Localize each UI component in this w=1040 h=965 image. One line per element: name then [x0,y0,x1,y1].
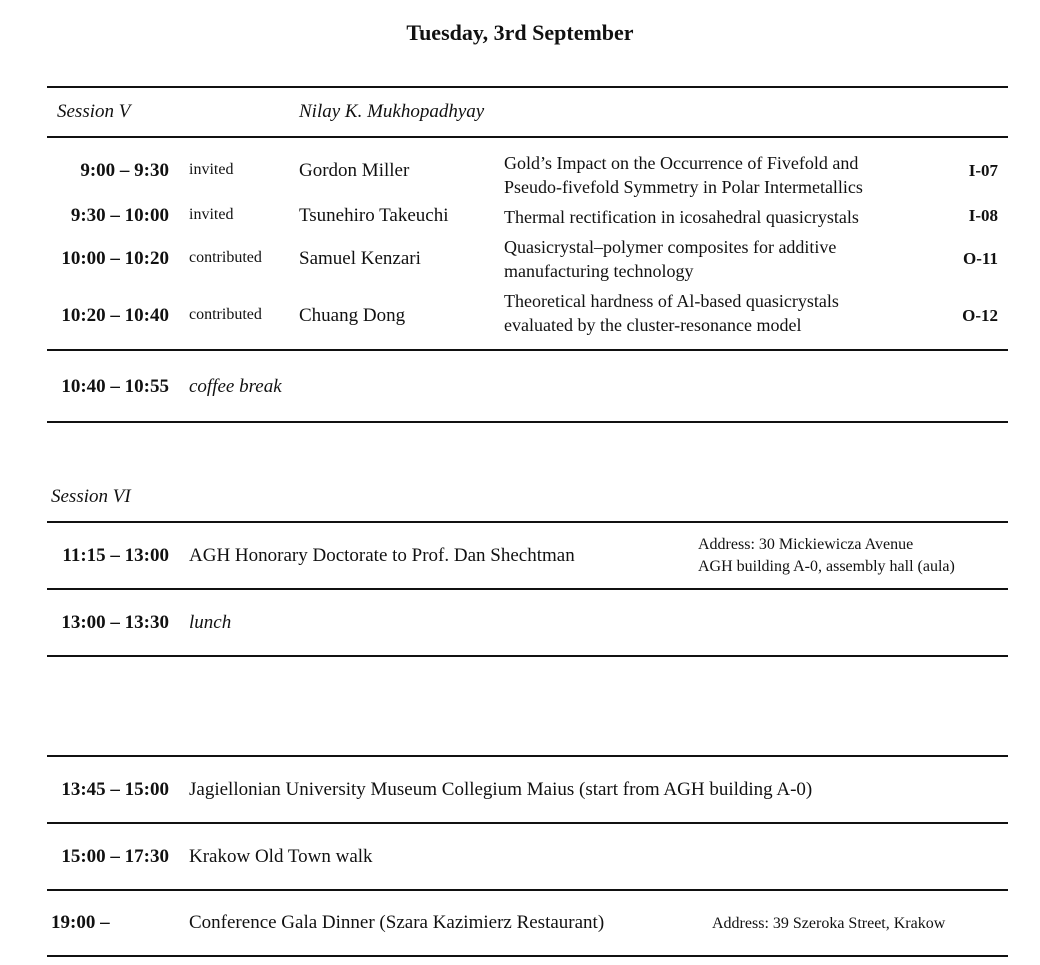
divider [47,655,1008,657]
divider [47,889,1008,891]
talk-kind: contributed [189,249,262,266]
talk-title-line2: manufacturing technology [504,261,694,281]
talk-code: O-12 [962,306,998,325]
session-v-chair: Nilay K. Mukhopadhyay [299,101,485,122]
talk-kind: invited [189,161,234,178]
divider [47,822,1008,824]
talk-code: I-07 [968,161,998,180]
walk-label: Krakow Old Town walk [189,846,373,867]
talk-kind: invited [189,206,234,223]
talk-speaker: Tsunehiro Takeuchi [299,205,449,226]
doctorate-address-line1: Address: 30 Mickiewicza Avenue [698,536,914,553]
lunch-time: 13:00 – 13:30 [61,612,169,633]
dinner-label: Conference Gala Dinner (Szara Kazimierz Restaurant) [189,912,605,933]
walk-time: 15:00 – 17:30 [61,846,169,867]
museum-label: Jagiellonian University Museum Collegium Maius (start from AGH building A-0) [189,779,813,800]
break-time: 10:40 – 10:55 [61,376,169,397]
talk-title-line2: evaluated by the cluster-resonance model [504,315,802,335]
talk-time: 9:00 – 9:30 [80,160,169,181]
talk-speaker: Chuang Dong [299,305,406,326]
talk-title-line1: Thermal rectification in icosahedral quasicrystals [504,207,859,227]
page-title: Tuesday, 3rd September [406,20,634,45]
talk-time: 9:30 – 10:00 [70,205,169,226]
talk-speaker: Samuel Kenzari [299,248,421,269]
talk-title-line1: Gold’s Impact on the Occurrence of Fivefold and [504,153,859,173]
divider [47,86,1008,88]
doctorate-address-line2: AGH building A-0, assembly hall (aula) [698,558,955,575]
divider [47,349,1008,351]
talk-title-line2: Pseudo-fivefold Symmetry in Polar Intermetallics [504,177,863,197]
divider [47,421,1008,423]
doctorate-label: AGH Honorary Doctorate to Prof. Dan Shechtman [189,545,575,566]
divider [47,136,1008,138]
session-vi-label: Session VI [51,486,131,507]
talk-code: I-08 [968,206,998,225]
museum-time: 13:45 – 15:00 [61,779,169,800]
divider [47,521,1008,523]
dinner-time: 19:00 – [51,912,110,933]
break-label: coffee break [189,376,282,397]
talk-title-line1: Quasicrystal–polymer composites for additive [504,237,837,257]
divider [47,955,1008,957]
doctorate-time: 11:15 – 13:00 [62,545,169,566]
divider [47,588,1008,590]
talk-speaker: Gordon Miller [299,160,410,181]
talk-time: 10:00 – 10:20 [61,248,169,269]
talk-kind: contributed [189,306,262,323]
talk-code: O-11 [963,249,998,268]
session-v-label: Session V [57,101,131,122]
talk-time: 10:20 – 10:40 [61,305,169,326]
divider [47,755,1008,757]
dinner-address: Address: 39 Szeroka Street, Krakow [712,915,946,932]
lunch-label: lunch [189,612,232,633]
talk-title-line1: Theoretical hardness of Al-based quasicrystals [504,291,839,311]
